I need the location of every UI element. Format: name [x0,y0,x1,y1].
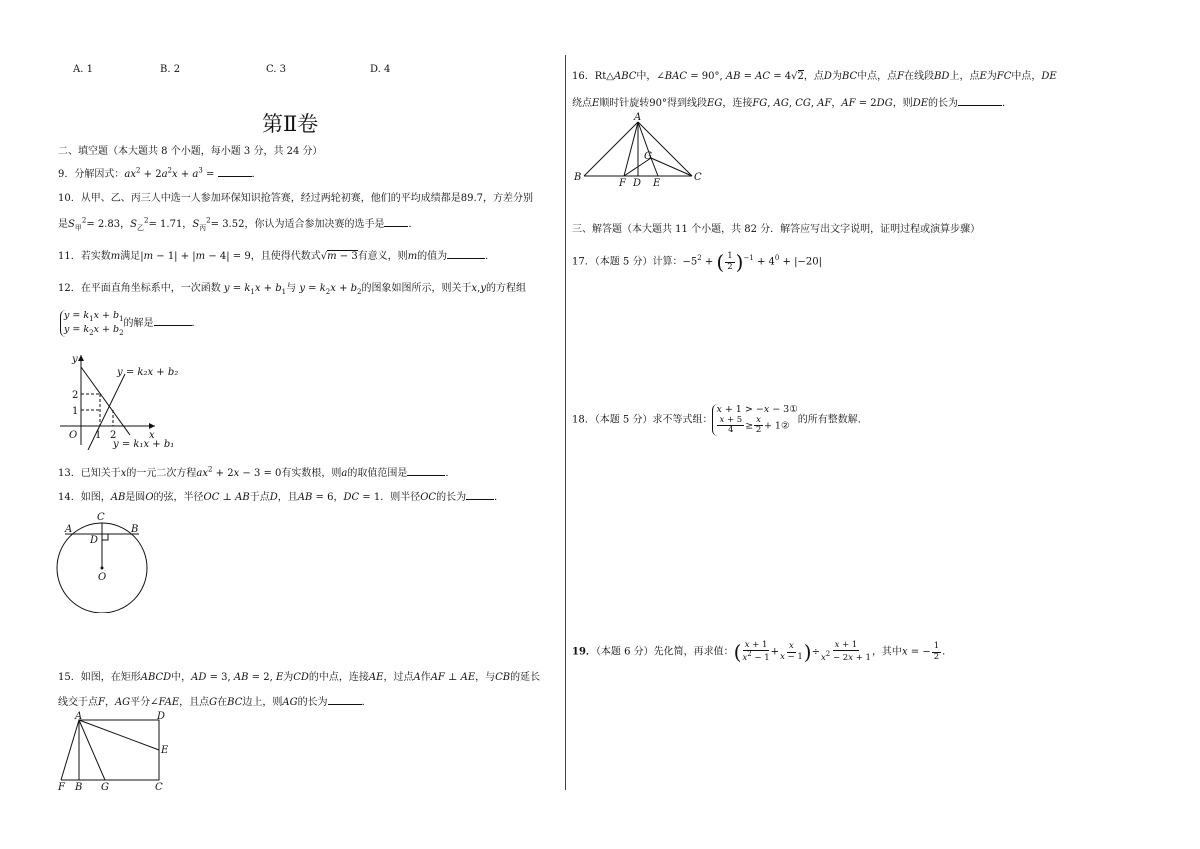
question-9: 9．分解因式：$ax^2 + 2a^2x + a^3$ = ． [58,166,262,180]
svg-text:A: A [634,112,642,123]
question-10-line1: 10．从甲、乙、丙三人中选一人参加环保知识抢答赛，经过两轮初赛，他们的平均成绩都是89.7，方差分别 [58,193,533,204]
svg-text:B: B [131,524,139,535]
question-15-line2: 线交于点F，AG平分∠FAE，且点G在BC边上，则AG的长为 ． [58,697,372,708]
svg-text:B: B [75,782,83,790]
question-18: 18．（本题 5 分）求不等式组：x + 1 > −x − 3① $\frac{x + 5}{4}$ ≥ $\frac{x}{2}$ + 1②的所有整数解． [572,404,868,436]
svg-text:D: D [90,535,99,546]
question-17: 17．（本题 5 分）计算：$-5^2$ + ( $\frac{1}{2}$ )$^{-1} + 4^0 + |-20|$ [572,250,822,274]
svg-text:F: F [619,178,626,189]
svg-text:2: 2 [110,430,117,441]
svg-text:E: E [161,745,169,756]
svg-text:1: 1 [72,406,79,417]
svg-text:C: C [97,512,105,523]
figure-14-circle [55,508,155,613]
svg-text:y = k₁x + b₁: y = k₁x + b₁ [113,439,175,450]
svg-text:2: 2 [72,390,79,401]
question-16-line2: 绕点E顺时针旋转90°得到线段EG，连接FG, AG, CG, AF，AF = 2DG，则DE的长为 ． [572,98,1013,109]
svg-text:G: G [644,151,652,162]
svg-text:A: A [65,524,73,535]
option-c: C. 3 [266,64,287,75]
option-a: A. 1 [73,64,93,75]
option-d: D. 4 [370,64,391,75]
figure-16-triangle [572,110,712,190]
question-19: 19．（本题 6 分）先化简，再求值：( $\frac{x + 1}{x^2 - 1}$ + $\frac{x}{x - 1}$ )÷ $\frac{x + 1}{x^2 - 2x + 1}$ ，其中x = − $\frac{1}{2}$ ． [572,639,953,664]
question-11: 11．若实数m满足|m − 1| + |m − 4| = 9，且使得代数式√m − 3有意义，则m的值为 ． [58,251,496,262]
question-13: 13．已知关于x的一元二次方程$ax^2 + 2x - 3 = 0$有实数根，则a的取值范围是 ． [58,465,456,479]
svg-text:C: C [694,172,702,183]
svg-text:A: A [75,711,83,722]
question-12: 12．在平面直角坐标系中，一次函数 $y = k_1x + b_1$与 $y = k_2x + b_2$的图象如图所示，则关于x,y的方程组 [58,283,526,296]
figure-12-graph [55,350,185,450]
svg-text:D: D [157,711,166,722]
section-2-heading: 二、填空题（本大题共 8 个小题，每小题 3 分，共 24 分） [58,146,323,157]
question-16-line1: 16．Rt△ABC中，∠BAC = 90°, AB = AC = 4√2，点D为BC中点，点F在线段BD上，点E为FC中点，DE [572,71,1057,82]
option-b: B. 2 [160,64,181,75]
question-12-system: $y = k_1x + b_1$ $y = k_2x + b_2$的解是 ． [60,310,202,337]
svg-text:D: D [633,178,642,189]
part-title: 第Ⅱ卷 [262,112,319,136]
svg-text:B: B [574,172,582,183]
question-15-line1: 15．如图，在矩形ABCD中，AD = 3, AB = 2, E为CD的中点，连接AE，过点A作AF ⊥ AE，与CB的延长 [58,672,541,683]
svg-text:y = k₂x + b₂: y = k₂x + b₂ [117,367,179,378]
svg-text:F: F [58,782,65,790]
svg-text:E: E [653,178,661,189]
svg-text:O: O [69,430,78,441]
section-3-heading: 三、解答题（本大题共 11 个小题，共 82 分．解答应写出文字说明，证明过程或演算步骤） [572,224,981,235]
question-10-line2: 是$S_甲^2= 2.83$，$S_乙^2= 1.71$，$S_丙^2= 3.52$，你认为适合参加决赛的选手是 ． [58,216,419,232]
svg-text:G: G [101,782,109,790]
svg-text:y: y [72,354,78,365]
question-14: 14．如图，AB是圆O的弦，半径OC ⊥ AB于点D，且AB = 6，DC = 1．则半径OC的长为 ． [58,492,505,503]
svg-text:x: x [149,430,155,441]
svg-text:C: C [155,782,163,790]
svg-text:O: O [98,572,107,583]
svg-text:1: 1 [95,430,102,441]
column-divider [565,55,566,790]
figure-15-rectangle [55,710,180,790]
